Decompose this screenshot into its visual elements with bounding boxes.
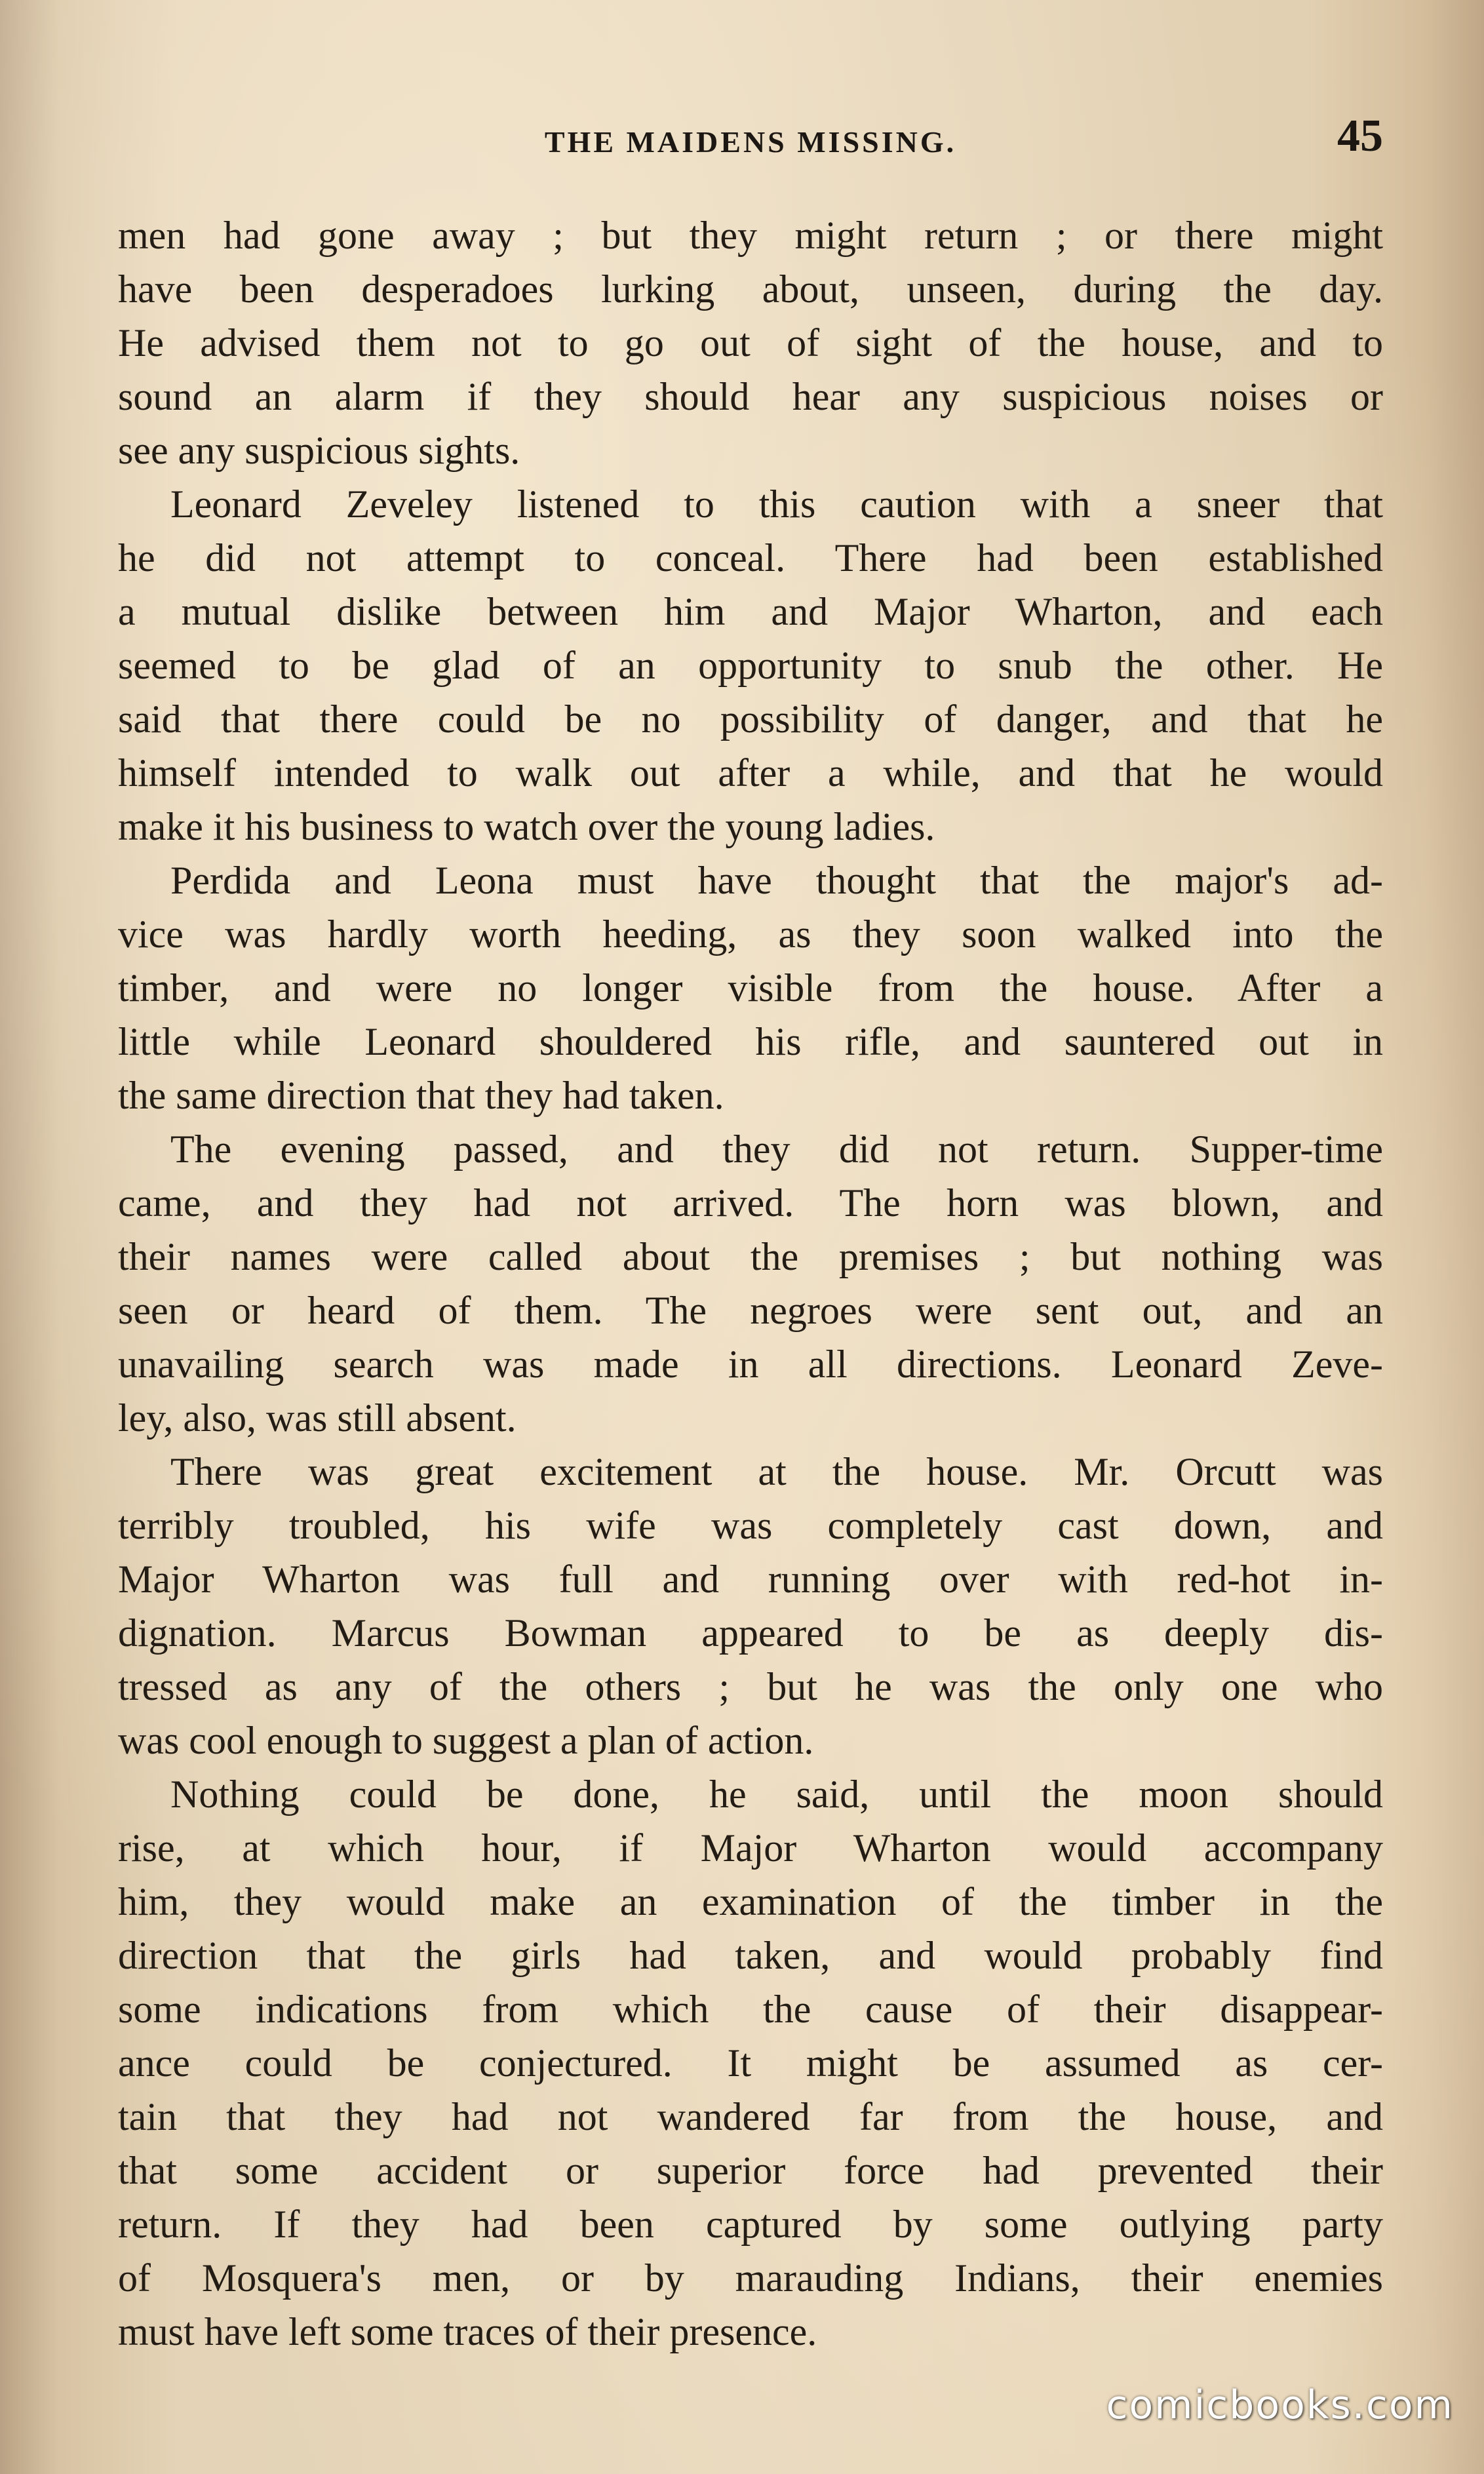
- text-line: tain that they had not wandered far from the house, and: [118, 2095, 1383, 2138]
- text-line: timber, and were no longer visible from the house. After a: [118, 966, 1383, 1010]
- text-line: There was great excitement at the house. Mr. Orcutt was: [170, 1450, 1383, 1493]
- text-line: Perdida and Leona must have thought that the major's ad-: [170, 859, 1383, 902]
- page-number: 45: [1337, 111, 1383, 161]
- text-line: return. If they had been captured by some outlying party: [118, 2203, 1383, 2246]
- text-line: must have left some traces of their presence.: [118, 2310, 817, 2353]
- text-line: men had gone away ; but they might return ; or there might: [118, 214, 1383, 257]
- text-line: make it his business to watch over the young ladies.: [118, 805, 935, 848]
- text-line: tressed as any of the others ; but he was the only one who: [118, 1665, 1383, 1708]
- text-line: vice was hardly worth heeding, as they soon walked into the: [118, 913, 1383, 956]
- text-line: unavailing search was made in all directions. Leonard Zeve-: [118, 1343, 1383, 1386]
- text-line: rise, at which hour, if Major Wharton would accompany: [118, 1826, 1383, 1870]
- text-line: said that there could be no possibility of danger, and that he: [118, 697, 1383, 741]
- text-line: seemed to be glad of an opportunity to snub the other. He: [118, 644, 1383, 687]
- text-line: their names were called about the premises ; but nothing was: [118, 1235, 1383, 1278]
- text-line: He advised them not to go out of sight of the house, and to: [118, 321, 1383, 364]
- text-line: see any suspicious sights.: [118, 429, 520, 472]
- text-line: ley, also, was still absent.: [118, 1396, 517, 1440]
- running-head: [118, 110, 1383, 182]
- text-line: that some accident or superior force had prevented their: [118, 2149, 1383, 2192]
- text-line: himself intended to walk out after a while, and that he would: [118, 751, 1383, 795]
- text-line: Leonard Zeveley listened to this caution with a sneer that: [170, 482, 1383, 526]
- body-text: [118, 208, 1383, 2359]
- text-line: have been desperadoes lurking about, unseen, during the day.: [118, 267, 1383, 311]
- text-line: little while Leonard shouldered his rifle, and sauntered out in: [118, 1020, 1383, 1063]
- text-line: Nothing could be done, he said, until the moon should: [170, 1773, 1383, 1816]
- text-line: seen or heard of them. The negroes were sent out, and an: [118, 1289, 1383, 1332]
- text-line: terribly troubled, his wife was completely cast down, and: [118, 1504, 1383, 1547]
- text-line: sound an alarm if they should hear any suspicious noises or: [118, 375, 1383, 418]
- text-line: of Mosquera's men, or by marauding Indians, their enemies: [118, 2256, 1383, 2300]
- text-line: he did not attempt to conceal. There had been established: [118, 536, 1383, 579]
- text-line: dignation. Marcus Bowman appeared to be as deeply dis-: [118, 1611, 1383, 1655]
- text-line: direction that the girls had taken, and would probably find: [118, 1934, 1383, 1977]
- text-line: came, and they had not arrived. The horn was blown, and: [118, 1181, 1383, 1225]
- running-title: THE MAIDENS MISSING.: [544, 125, 957, 159]
- text-line: a mutual dislike between him and Major Wharton, and each: [118, 590, 1383, 633]
- watermark: comicbooks.com: [1106, 2382, 1454, 2428]
- text-line: Major Wharton was full and running over with red-hot in-: [118, 1558, 1383, 1601]
- text-line: him, they would make an examination of the timber in the: [118, 1880, 1383, 1923]
- text-line: some indications from which the cause of their disappear-: [118, 1988, 1383, 2031]
- text-line: ance could be conjectured. It might be assumed as cer-: [118, 2041, 1383, 2085]
- text-line: The evening passed, and they did not return. Supper-time: [170, 1128, 1383, 1171]
- text-line: was cool enough to suggest a plan of action.: [118, 1719, 814, 1762]
- text-line: the same direction that they had taken.: [118, 1074, 724, 1117]
